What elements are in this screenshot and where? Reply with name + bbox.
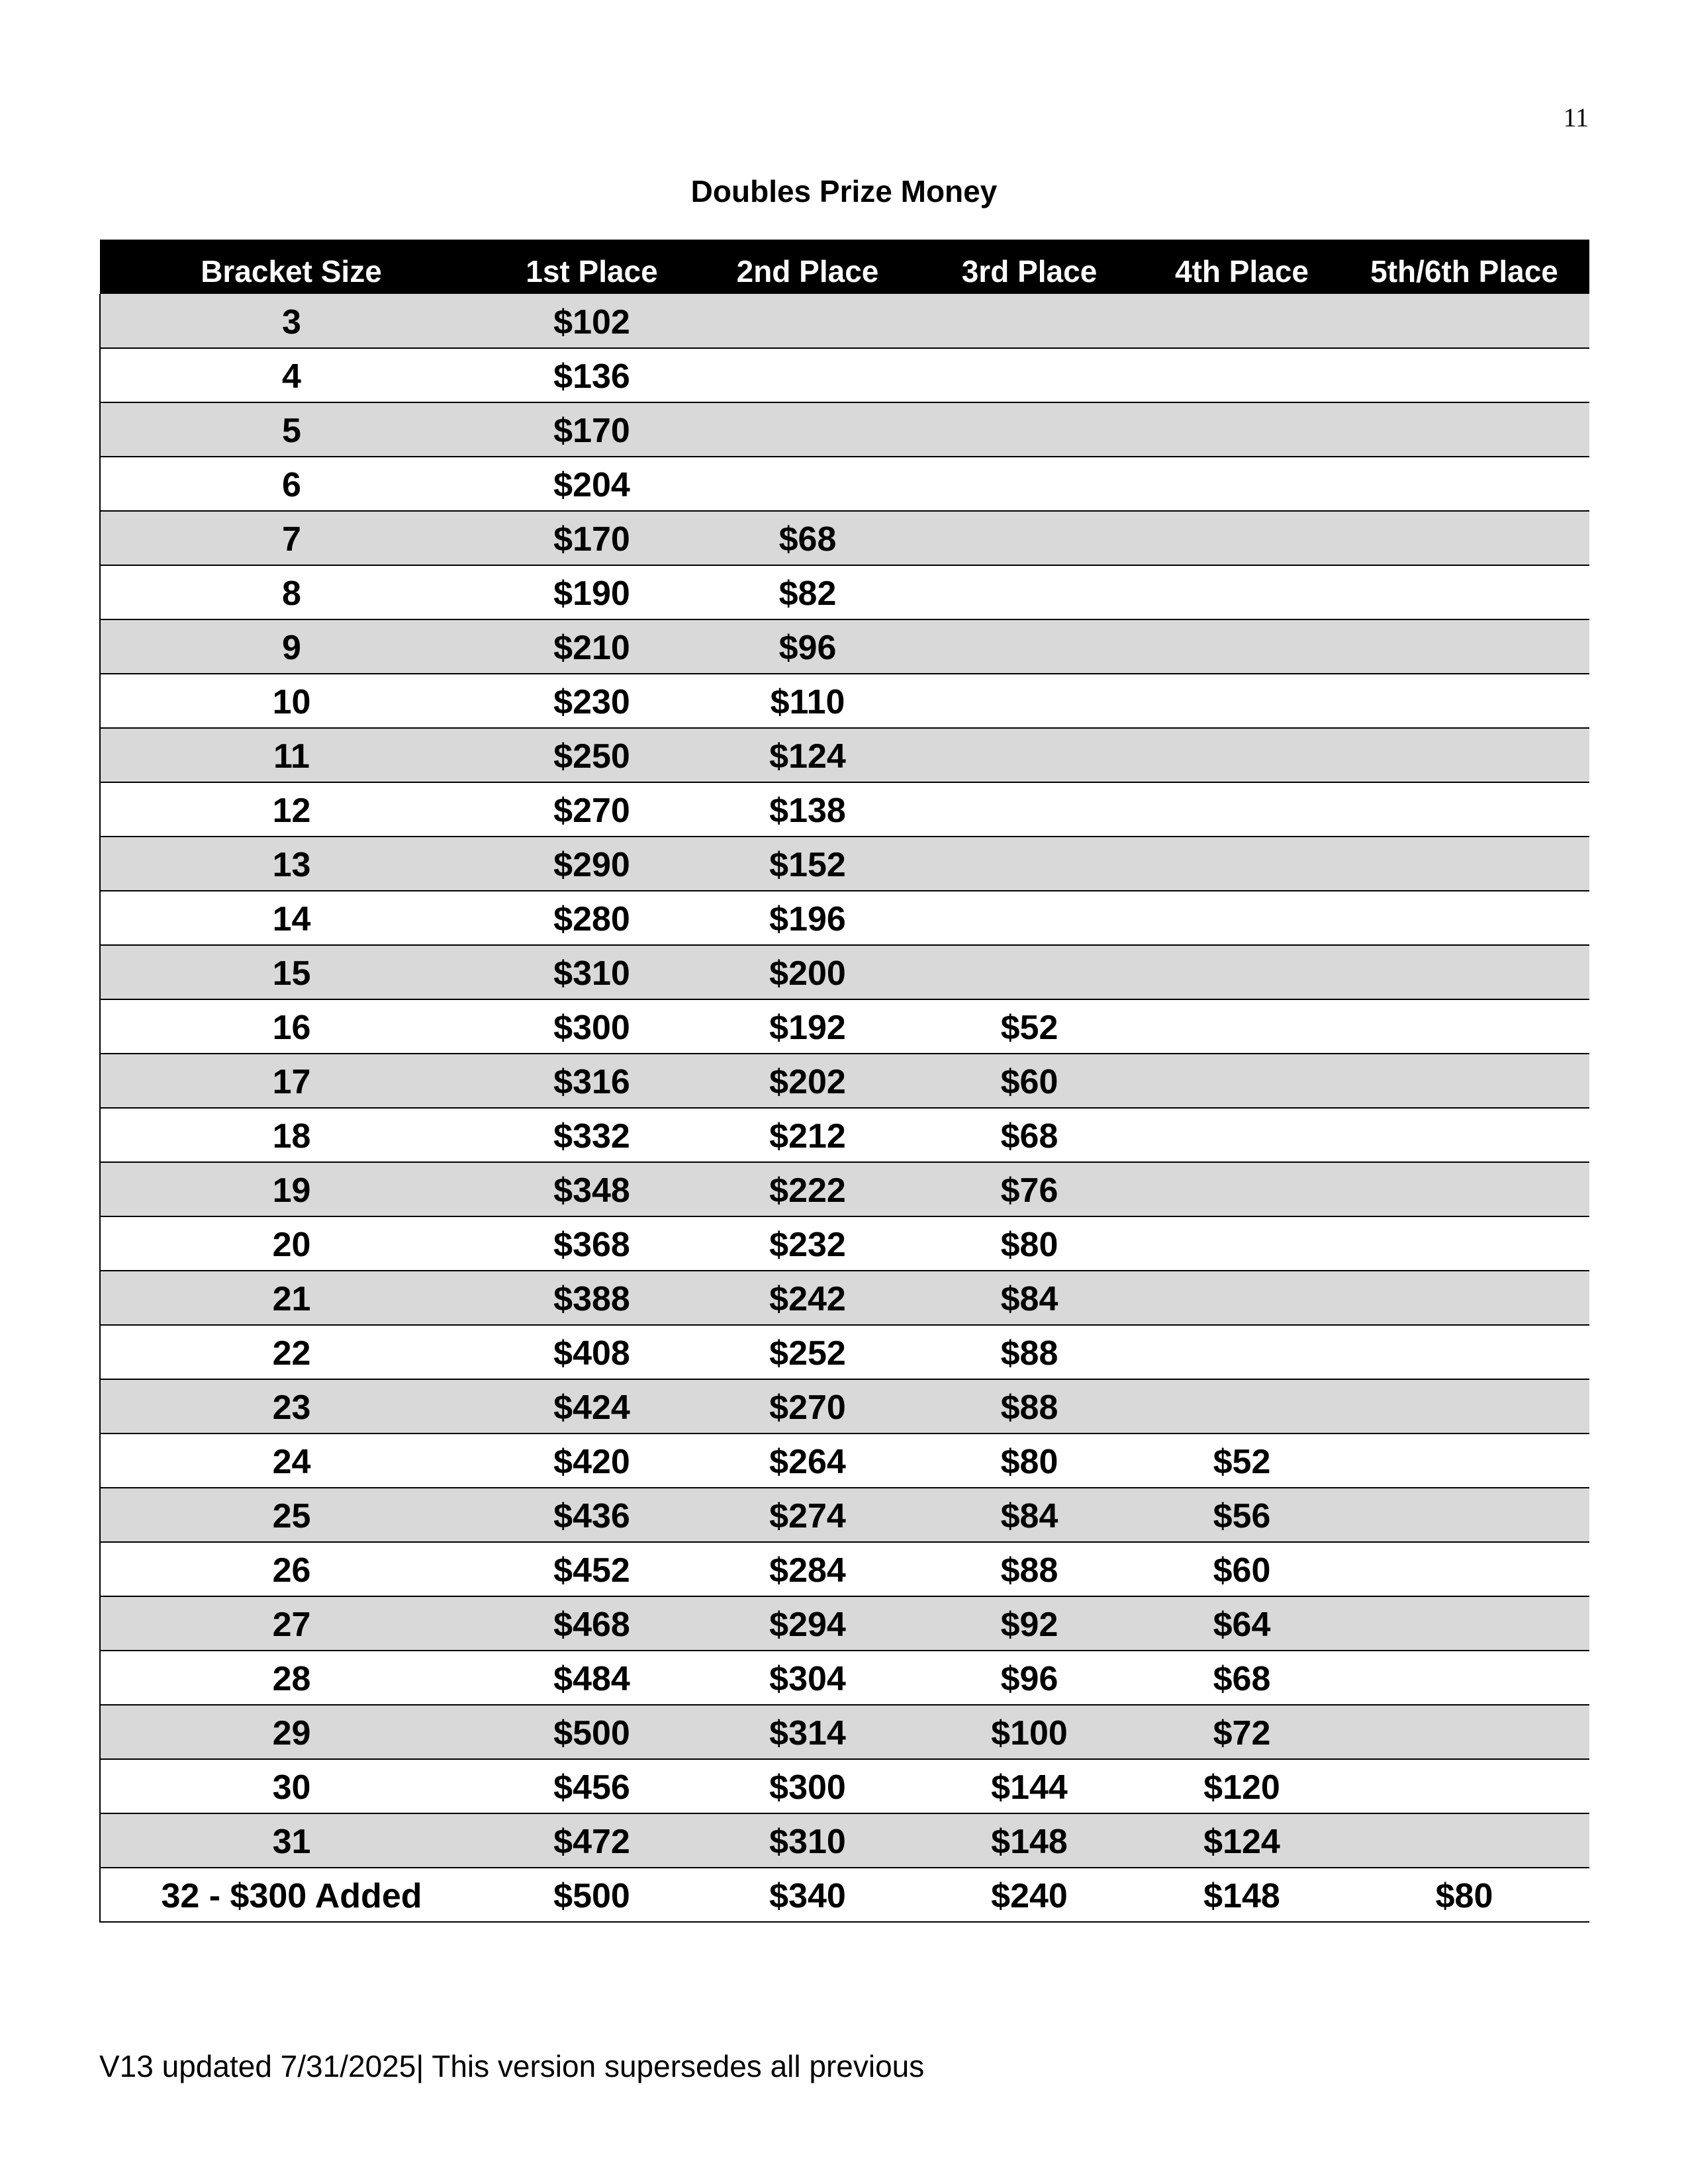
cell-1st-place: $368	[483, 1216, 701, 1271]
cell-5th-6th-place	[1339, 999, 1589, 1054]
cell-4th-place: $60	[1145, 1542, 1339, 1596]
cell-4th-place	[1145, 348, 1339, 402]
cell-1st-place: $300	[483, 999, 701, 1054]
cell-2nd-place: $196	[701, 891, 914, 945]
cell-2nd-place: $304	[701, 1651, 914, 1705]
cell-1st-place: $420	[483, 1433, 701, 1488]
cell-4th-place	[1145, 565, 1339, 619]
table-row	[100, 837, 1589, 891]
cell-2nd-place: $138	[701, 782, 914, 837]
cell-4th-place	[1145, 1271, 1339, 1325]
cell-4th-place	[1145, 402, 1339, 457]
cell-3rd-place: $80	[914, 1216, 1145, 1271]
cell-3rd-place	[914, 837, 1145, 891]
cell-4th-place	[1145, 837, 1339, 891]
cell-1st-place: $452	[483, 1542, 701, 1596]
cell-1st-place: $170	[483, 402, 701, 457]
cell-2nd-place: $242	[701, 1271, 914, 1325]
cell-5th-6th-place	[1339, 511, 1589, 565]
cell-bracket-size: 21	[100, 1271, 483, 1325]
cell-5th-6th-place	[1339, 728, 1589, 782]
cell-5th-6th-place	[1339, 674, 1589, 728]
cell-5th-6th-place	[1339, 1108, 1589, 1162]
table-row	[100, 728, 1589, 782]
table-row	[100, 457, 1589, 511]
table-row	[100, 1488, 1589, 1542]
cell-bracket-size: 8	[100, 565, 483, 619]
table-row	[100, 1759, 1589, 1813]
cell-3rd-place: $240	[914, 1868, 1145, 1922]
cell-1st-place: $190	[483, 565, 701, 619]
table-row	[100, 1271, 1589, 1325]
cell-bracket-size: 26	[100, 1542, 483, 1596]
cell-bracket-size: 16	[100, 999, 483, 1054]
cell-2nd-place: $340	[701, 1868, 914, 1922]
cell-5th-6th-place	[1339, 1813, 1589, 1868]
table-row	[100, 674, 1589, 728]
cell-2nd-place: $152	[701, 837, 914, 891]
cell-4th-place: $120	[1145, 1759, 1339, 1813]
cell-3rd-place	[914, 348, 1145, 402]
cell-2nd-place	[701, 402, 914, 457]
cell-1st-place: $468	[483, 1596, 701, 1651]
cell-2nd-place: $110	[701, 674, 914, 728]
cell-4th-place	[1145, 1162, 1339, 1216]
cell-bracket-size: 31	[100, 1813, 483, 1868]
cell-bracket-size: 7	[100, 511, 483, 565]
cell-2nd-place: $124	[701, 728, 914, 782]
cell-2nd-place: $232	[701, 1216, 914, 1271]
cell-3rd-place	[914, 891, 1145, 945]
cell-4th-place: $72	[1145, 1705, 1339, 1759]
cell-1st-place: $388	[483, 1271, 701, 1325]
cell-2nd-place	[701, 457, 914, 511]
cell-3rd-place	[914, 294, 1145, 348]
cell-1st-place: $436	[483, 1488, 701, 1542]
cell-3rd-place: $60	[914, 1054, 1145, 1108]
cell-1st-place: $230	[483, 674, 701, 728]
cell-4th-place	[1145, 945, 1339, 999]
cell-5th-6th-place	[1339, 1433, 1589, 1488]
cell-3rd-place: $144	[914, 1759, 1145, 1813]
cell-1st-place: $270	[483, 782, 701, 837]
cell-bracket-size: 3	[100, 294, 483, 348]
cell-1st-place: $102	[483, 294, 701, 348]
cell-2nd-place	[701, 348, 914, 402]
table-row	[100, 1651, 1589, 1705]
cell-2nd-place: $202	[701, 1054, 914, 1108]
table-row	[100, 402, 1589, 457]
cell-3rd-place: $92	[914, 1596, 1145, 1651]
cell-bracket-size: 10	[100, 674, 483, 728]
cell-2nd-place: $212	[701, 1108, 914, 1162]
cell-2nd-place: $310	[701, 1813, 914, 1868]
cell-5th-6th-place	[1339, 837, 1589, 891]
header-4th-place: 4th Place	[1145, 240, 1339, 294]
cell-5th-6th-place	[1339, 1759, 1589, 1813]
cell-5th-6th-place	[1339, 1705, 1589, 1759]
cell-1st-place: $408	[483, 1325, 701, 1379]
header-1st-place: 1st Place	[483, 240, 701, 294]
table-row	[100, 1108, 1589, 1162]
cell-5th-6th-place	[1339, 619, 1589, 674]
cell-bracket-size: 23	[100, 1379, 483, 1433]
cell-bracket-size: 25	[100, 1488, 483, 1542]
cell-4th-place	[1145, 782, 1339, 837]
page-title: Doubles Prize Money	[690, 174, 998, 208]
cell-bracket-size: 13	[100, 837, 483, 891]
cell-5th-6th-place	[1339, 402, 1589, 457]
table-row	[100, 1162, 1589, 1216]
cell-1st-place: $348	[483, 1162, 701, 1216]
cell-bracket-size: 4	[100, 348, 483, 402]
cell-3rd-place	[914, 402, 1145, 457]
cell-3rd-place: $68	[914, 1108, 1145, 1162]
cell-3rd-place: $84	[914, 1488, 1145, 1542]
cell-2nd-place: $96	[701, 619, 914, 674]
cell-4th-place	[1145, 1108, 1339, 1162]
cell-3rd-place	[914, 511, 1145, 565]
cell-bracket-size: 15	[100, 945, 483, 999]
table-row	[100, 1813, 1589, 1868]
cell-bracket-size: 32 - $300 Added	[100, 1868, 483, 1922]
table-row	[100, 1054, 1589, 1108]
cell-1st-place: $250	[483, 728, 701, 782]
cell-5th-6th-place	[1339, 1651, 1589, 1705]
cell-5th-6th-place: $80	[1339, 1868, 1589, 1922]
cell-1st-place: $484	[483, 1651, 701, 1705]
cell-4th-place	[1145, 728, 1339, 782]
cell-3rd-place: $84	[914, 1271, 1145, 1325]
table-row	[100, 1596, 1589, 1651]
cell-1st-place: $332	[483, 1108, 701, 1162]
cell-2nd-place: $300	[701, 1759, 914, 1813]
version-footer: V13 updated 7/31/2025| This version supersedes all previous	[99, 2049, 925, 2083]
header-3rd-place: 3rd Place	[914, 240, 1145, 294]
table-body	[100, 294, 1589, 1922]
table-row	[100, 1433, 1589, 1488]
cell-4th-place: $68	[1145, 1651, 1339, 1705]
table-row	[100, 619, 1589, 674]
cell-1st-place: $290	[483, 837, 701, 891]
cell-4th-place	[1145, 999, 1339, 1054]
cell-3rd-place: $148	[914, 1813, 1145, 1868]
header-bracket-size: Bracket Size	[100, 240, 483, 294]
cell-1st-place: $210	[483, 619, 701, 674]
cell-bracket-size: 29	[100, 1705, 483, 1759]
cell-2nd-place: $222	[701, 1162, 914, 1216]
cell-bracket-size: 12	[100, 782, 483, 837]
cell-4th-place: $124	[1145, 1813, 1339, 1868]
table-header-row	[100, 240, 1589, 294]
cell-bracket-size: 19	[100, 1162, 483, 1216]
cell-3rd-place	[914, 945, 1145, 999]
cell-3rd-place	[914, 728, 1145, 782]
cell-5th-6th-place	[1339, 1542, 1589, 1596]
cell-1st-place: $280	[483, 891, 701, 945]
cell-5th-6th-place	[1339, 1379, 1589, 1433]
table-row	[100, 294, 1589, 348]
table-row	[100, 891, 1589, 945]
cell-2nd-place: $82	[701, 565, 914, 619]
table-row	[100, 1216, 1589, 1271]
cell-1st-place: $424	[483, 1379, 701, 1433]
cell-4th-place: $64	[1145, 1596, 1339, 1651]
cell-bracket-size: 22	[100, 1325, 483, 1379]
cell-2nd-place: $274	[701, 1488, 914, 1542]
cell-2nd-place: $200	[701, 945, 914, 999]
cell-1st-place: $204	[483, 457, 701, 511]
cell-1st-place: $472	[483, 1813, 701, 1868]
cell-3rd-place	[914, 674, 1145, 728]
cell-5th-6th-place	[1339, 782, 1589, 837]
cell-2nd-place	[701, 294, 914, 348]
table-row	[100, 999, 1589, 1054]
cell-4th-place	[1145, 1054, 1339, 1108]
table-row	[100, 1325, 1589, 1379]
cell-3rd-place	[914, 565, 1145, 619]
cell-4th-place	[1145, 1379, 1339, 1433]
cell-5th-6th-place	[1339, 1054, 1589, 1108]
cell-4th-place: $148	[1145, 1868, 1339, 1922]
cell-4th-place	[1145, 619, 1339, 674]
cell-2nd-place: $192	[701, 999, 914, 1054]
cell-3rd-place: $52	[914, 999, 1145, 1054]
cell-5th-6th-place	[1339, 457, 1589, 511]
cell-3rd-place: $80	[914, 1433, 1145, 1488]
cell-2nd-place: $252	[701, 1325, 914, 1379]
cell-3rd-place	[914, 782, 1145, 837]
cell-5th-6th-place	[1339, 1488, 1589, 1542]
cell-bracket-size: 27	[100, 1596, 483, 1651]
cell-4th-place	[1145, 674, 1339, 728]
table-row	[100, 782, 1589, 837]
table-row	[100, 1705, 1589, 1759]
cell-2nd-place: $294	[701, 1596, 914, 1651]
cell-2nd-place: $270	[701, 1379, 914, 1433]
table-row	[100, 1868, 1589, 1922]
cell-bracket-size: 20	[100, 1216, 483, 1271]
cell-5th-6th-place	[1339, 891, 1589, 945]
cell-2nd-place: $284	[701, 1542, 914, 1596]
cell-5th-6th-place	[1339, 1271, 1589, 1325]
cell-1st-place: $456	[483, 1759, 701, 1813]
cell-bracket-size: 24	[100, 1433, 483, 1488]
table-row	[100, 565, 1589, 619]
table-row	[100, 348, 1589, 402]
cell-1st-place: $316	[483, 1054, 701, 1108]
prize-money-table	[99, 240, 1589, 1923]
table-row	[100, 1542, 1589, 1596]
cell-5th-6th-place	[1339, 1596, 1589, 1651]
cell-1st-place: $170	[483, 511, 701, 565]
cell-bracket-size: 5	[100, 402, 483, 457]
cell-1st-place: $500	[483, 1868, 701, 1922]
cell-1st-place: $500	[483, 1705, 701, 1759]
cell-2nd-place: $314	[701, 1705, 914, 1759]
cell-4th-place	[1145, 457, 1339, 511]
cell-3rd-place: $100	[914, 1705, 1145, 1759]
cell-bracket-size: 14	[100, 891, 483, 945]
cell-5th-6th-place	[1339, 1216, 1589, 1271]
cell-5th-6th-place	[1339, 565, 1589, 619]
cell-3rd-place: $96	[914, 1651, 1145, 1705]
cell-4th-place	[1145, 1216, 1339, 1271]
cell-bracket-size: 28	[100, 1651, 483, 1705]
cell-1st-place: $310	[483, 945, 701, 999]
cell-bracket-size: 17	[100, 1054, 483, 1108]
cell-3rd-place: $88	[914, 1379, 1145, 1433]
table-row	[100, 945, 1589, 999]
cell-bracket-size: 6	[100, 457, 483, 511]
cell-4th-place	[1145, 891, 1339, 945]
cell-4th-place: $56	[1145, 1488, 1339, 1542]
cell-bracket-size: 18	[100, 1108, 483, 1162]
cell-bracket-size: 30	[100, 1759, 483, 1813]
table-row	[100, 511, 1589, 565]
cell-4th-place	[1145, 1325, 1339, 1379]
cell-5th-6th-place	[1339, 1162, 1589, 1216]
cell-2nd-place: $264	[701, 1433, 914, 1488]
cell-2nd-place: $68	[701, 511, 914, 565]
cell-3rd-place	[914, 457, 1145, 511]
cell-1st-place: $136	[483, 348, 701, 402]
header-2nd-place: 2nd Place	[701, 240, 914, 294]
table-row	[100, 1379, 1589, 1433]
cell-4th-place	[1145, 511, 1339, 565]
cell-4th-place: $52	[1145, 1433, 1339, 1488]
cell-3rd-place	[914, 619, 1145, 674]
header-5th-6th-place: 5th/6th Place	[1339, 240, 1589, 294]
cell-5th-6th-place	[1339, 348, 1589, 402]
page-number: 11	[1563, 103, 1589, 132]
cell-3rd-place: $88	[914, 1542, 1145, 1596]
cell-3rd-place: $88	[914, 1325, 1145, 1379]
cell-5th-6th-place	[1339, 945, 1589, 999]
cell-bracket-size: 9	[100, 619, 483, 674]
cell-5th-6th-place	[1339, 294, 1589, 348]
cell-5th-6th-place	[1339, 1325, 1589, 1379]
cell-4th-place	[1145, 294, 1339, 348]
cell-3rd-place: $76	[914, 1162, 1145, 1216]
cell-bracket-size: 11	[100, 728, 483, 782]
